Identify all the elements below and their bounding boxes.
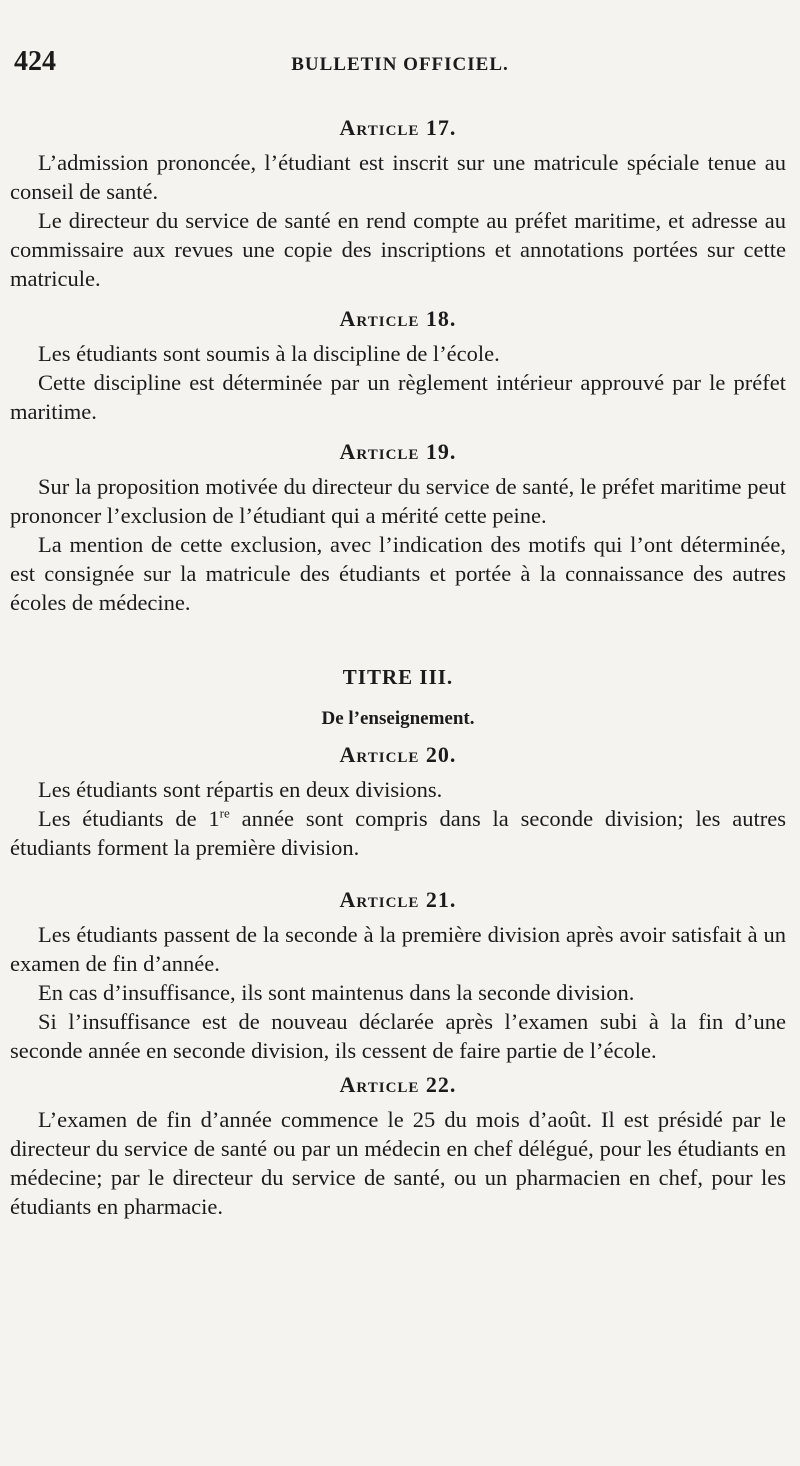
- paragraph: La mention de cette exclusion, avec l’indication des motifs qui l’ont déterminée, est consignée sur la matricule des étudiants et portée à la connaissance des autres écoles de médecine.: [10, 532, 786, 615]
- article-heading: Article 17.: [339, 115, 457, 140]
- article-17: [10, 108, 786, 293]
- article-heading: Article 22.: [339, 1072, 457, 1097]
- paragraph: En cas d’insuffisance, ils sont maintenus dans la seconde division.: [38, 980, 635, 1005]
- page-number: 424: [14, 46, 56, 77]
- running-title: BULLETIN OFFICIEL.: [291, 54, 509, 75]
- paragraph: L’admission prononcée, l’étudiant est inscrit sur une matricule spéciale tenue au conseil de santé.: [10, 150, 786, 204]
- article-21: [10, 880, 786, 1065]
- page-header: [14, 46, 786, 86]
- ordinal-superscript: re: [219, 805, 230, 821]
- paragraph: Si l’insuffisance est de nouveau déclarée après l’examen subi à la fin d’une seconde année en seconde division, ils cessent de faire partie de l’école.: [10, 1009, 786, 1063]
- paragraph: L’examen de fin d’année commence le 25 du mois d’août. Il est présidé par le directeur du service de santé ou par un médecin en chef délégué, pour les étudiants en médecine; par le directeur du service de santé, ou un pharmacien en chef, pour les étudiants en pharmacie.: [10, 1107, 786, 1219]
- article-20: [10, 735, 786, 862]
- titre-section: [10, 661, 786, 731]
- paragraph: Les étudiants sont répartis en deux divisions.: [38, 777, 443, 802]
- paragraph-text: Les étudiants de 1: [38, 806, 220, 831]
- article-19: [10, 432, 786, 617]
- paragraph: Les étudiants sont soumis à la discipline de l’école.: [38, 341, 500, 366]
- paragraph-text: année sont compris dans la seconde division; les autres étudiants forment la première division.: [10, 806, 786, 860]
- paragraph: Le directeur du service de santé en rend compte au préfet maritime, et adresse au commissaire aux revues une copie des inscriptions et annotations portées sur cette matricule.: [10, 208, 786, 291]
- paragraph: [10, 804, 786, 862]
- section-title: De l’enseignement.: [321, 708, 475, 729]
- article-heading: Article 19.: [339, 439, 457, 464]
- article-18: [10, 299, 786, 426]
- article-heading: Article 20.: [339, 742, 457, 767]
- paragraph: Sur la proposition motivée du directeur du service de santé, le préfet maritime peut prononcer l’exclusion de l’étudiant qui a mérité cette peine.: [10, 474, 786, 528]
- article-heading: Article 18.: [339, 306, 457, 331]
- paragraph: Cette discipline est déterminée par un règlement intérieur approuvé par le préfet maritime.: [10, 370, 786, 424]
- article-22: [10, 1065, 786, 1221]
- paragraph: Les étudiants passent de la seconde à la première division après avoir satisfait à un examen de fin d’année.: [10, 922, 786, 976]
- article-heading: Article 21.: [339, 887, 457, 912]
- document-body: [10, 108, 786, 1221]
- titre-label: TITRE III.: [342, 665, 454, 689]
